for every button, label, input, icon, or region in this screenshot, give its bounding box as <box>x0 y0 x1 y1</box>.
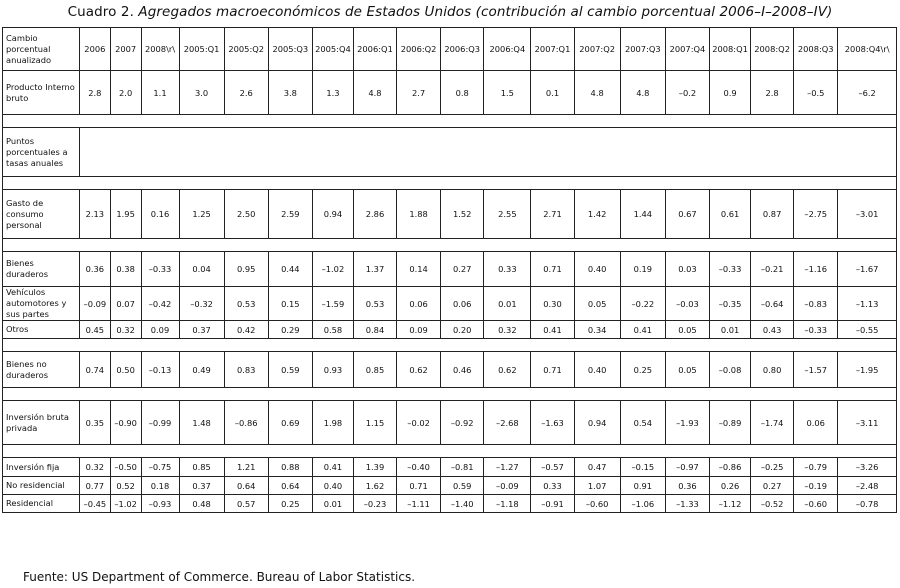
table-cell: 0.41 <box>312 458 353 477</box>
column-header: 2008:Q3 <box>794 28 838 71</box>
table-cell: –0.21 <box>751 252 794 287</box>
table-cell: 2.13 <box>79 190 110 239</box>
table-cell: 1.42 <box>574 190 620 239</box>
table-cell: –0.83 <box>794 287 838 321</box>
table-cell: –0.50 <box>110 458 141 477</box>
table-cell: –1.95 <box>838 352 897 388</box>
row-label: Bienes duraderos <box>3 252 80 287</box>
table-cell: 0.49 <box>179 352 224 388</box>
spacer-row <box>3 115 897 128</box>
table-cell: 2.7 <box>397 71 441 115</box>
table-cell: –1.27 <box>484 458 531 477</box>
table-cell: 0.80 <box>751 352 794 388</box>
table-cell: 0.38 <box>110 252 141 287</box>
column-header: 2005:Q3 <box>268 28 312 71</box>
table-cell: 1.15 <box>353 401 396 445</box>
table-cell: 1.5 <box>484 71 531 115</box>
table-cell: –0.03 <box>665 287 709 321</box>
spacer-cell <box>3 239 897 252</box>
table-cell: 0.01 <box>710 321 751 339</box>
table-cell: –0.15 <box>620 458 665 477</box>
table-cell: –1.63 <box>531 401 574 445</box>
table-cell: –0.57 <box>531 458 574 477</box>
table-cell: 2.6 <box>224 71 268 115</box>
table-cell: –0.86 <box>224 401 268 445</box>
row-label: Bienes no duraderos <box>3 352 80 388</box>
table-cell: –0.86 <box>710 458 751 477</box>
column-header: 2006 <box>79 28 110 71</box>
table-cell: –0.5 <box>794 71 838 115</box>
table-cell: 0.94 <box>574 401 620 445</box>
table-cell: 0.59 <box>441 477 484 495</box>
table-cell: 4.8 <box>574 71 620 115</box>
table-cell: –2.68 <box>484 401 531 445</box>
table-cell: 1.39 <box>353 458 396 477</box>
table-cell: –0.09 <box>79 287 110 321</box>
table-cell: 0.27 <box>751 477 794 495</box>
table-cell: –0.35 <box>710 287 751 321</box>
table-cell: 0.94 <box>312 190 353 239</box>
macro-table <box>2 27 897 513</box>
spacer-row <box>3 339 897 352</box>
table-cell: –1.16 <box>794 252 838 287</box>
table-cell: 0.29 <box>268 321 312 339</box>
table-cell: 0.47 <box>574 458 620 477</box>
table-row <box>3 287 897 321</box>
table-cell: 2.71 <box>531 190 574 239</box>
table-cell: 0.53 <box>224 287 268 321</box>
table-cell: 0.50 <box>110 352 141 388</box>
table-cell: 1.07 <box>574 477 620 495</box>
table-cell: 0.01 <box>312 495 353 513</box>
table-cell: –0.79 <box>794 458 838 477</box>
table-cell: 0.32 <box>484 321 531 339</box>
table-cell: –1.12 <box>710 495 751 513</box>
column-header: 2007:Q4 <box>665 28 709 71</box>
table-cell: 1.98 <box>312 401 353 445</box>
table-cell: 0.26 <box>710 477 751 495</box>
column-header: 2008\r\ <box>141 28 179 71</box>
column-header: 2007:Q1 <box>531 28 574 71</box>
column-header: 2005:Q4 <box>312 28 353 71</box>
table-row <box>3 352 897 388</box>
table-cell: 0.40 <box>574 252 620 287</box>
table-cell: 0.33 <box>484 252 531 287</box>
spacer-cell <box>3 177 897 190</box>
table-cell: 0.57 <box>224 495 268 513</box>
table-cell: –0.91 <box>531 495 574 513</box>
table-cell: 0.25 <box>268 495 312 513</box>
row-label: Vehículos automotores y sus partes <box>3 287 80 321</box>
row-label: Inversión bruta privada <box>3 401 80 445</box>
table-cell: –1.59 <box>312 287 353 321</box>
table-cell: –1.13 <box>838 287 897 321</box>
table-cell: –1.74 <box>751 401 794 445</box>
table-cell: 0.67 <box>665 190 709 239</box>
table-cell: 0.30 <box>531 287 574 321</box>
table-cell: –1.93 <box>665 401 709 445</box>
column-header: 2008:Q4\r\ <box>838 28 897 71</box>
table-cell: –0.42 <box>141 287 179 321</box>
table-cell: 2.55 <box>484 190 531 239</box>
table-cell: 0.84 <box>353 321 396 339</box>
table-cell: 2.0 <box>110 71 141 115</box>
table-cell: –0.33 <box>794 321 838 339</box>
table-cell: 0.95 <box>224 252 268 287</box>
table-cell: –0.78 <box>838 495 897 513</box>
table-cell: 0.14 <box>397 252 441 287</box>
row-label: No residencial <box>3 477 80 495</box>
table-cell: 0.41 <box>531 321 574 339</box>
header-label: Cambio porcentual anualizado <box>3 28 80 71</box>
table-row <box>3 190 897 239</box>
table-cell: –1.67 <box>838 252 897 287</box>
row-label: Residencial <box>3 495 80 513</box>
table-cell: 0.41 <box>620 321 665 339</box>
table-cell: –0.19 <box>794 477 838 495</box>
table-cell: 0.04 <box>179 252 224 287</box>
spacer-cell <box>3 339 897 352</box>
table-cell: 0.8 <box>441 71 484 115</box>
table-cell: 0.09 <box>397 321 441 339</box>
table-cell: 0.36 <box>79 252 110 287</box>
table-row <box>3 401 897 445</box>
table-row <box>3 458 897 477</box>
column-header: 2006:Q2 <box>397 28 441 71</box>
spacer-row <box>3 177 897 190</box>
table-cell: 1.21 <box>224 458 268 477</box>
title-prefix: Cuadro 2. <box>67 4 139 20</box>
spacer-row <box>3 239 897 252</box>
table-cell: –0.13 <box>141 352 179 388</box>
row-label: Gasto de consumo personal <box>3 190 80 239</box>
table-row <box>3 495 897 513</box>
table-cell: –0.33 <box>710 252 751 287</box>
table-cell: –1.18 <box>484 495 531 513</box>
table-cell: 0.64 <box>268 477 312 495</box>
column-header: 2005:Q1 <box>179 28 224 71</box>
table-cell: 3.0 <box>179 71 224 115</box>
row-label: Producto Interno bruto <box>3 71 80 115</box>
table-cell: –0.09 <box>484 477 531 495</box>
table-cell: 0.20 <box>441 321 484 339</box>
table-cell: 0.52 <box>110 477 141 495</box>
table-cell: –0.60 <box>574 495 620 513</box>
table-cell: –0.2 <box>665 71 709 115</box>
table-cell: –1.02 <box>312 252 353 287</box>
table-cell: –0.23 <box>353 495 396 513</box>
table-cell: –0.25 <box>751 458 794 477</box>
table-cell: 0.85 <box>353 352 396 388</box>
table-cell: 0.42 <box>224 321 268 339</box>
table-cell: 0.33 <box>531 477 574 495</box>
table-cell: –0.45 <box>79 495 110 513</box>
table-cell: 0.05 <box>574 287 620 321</box>
table-cell: 0.62 <box>397 352 441 388</box>
table-cell: –0.75 <box>141 458 179 477</box>
table-cell: –0.97 <box>665 458 709 477</box>
table-cell: –0.08 <box>710 352 751 388</box>
table-cell: 0.46 <box>441 352 484 388</box>
table-cell: –0.52 <box>751 495 794 513</box>
table-cell: –1.06 <box>620 495 665 513</box>
table-cell: 0.61 <box>710 190 751 239</box>
row-label: Inversión fija <box>3 458 80 477</box>
table-cell: 1.1 <box>141 71 179 115</box>
column-header: 2007:Q2 <box>574 28 620 71</box>
column-header: 2006:Q1 <box>353 28 396 71</box>
table-cell: 3.8 <box>268 71 312 115</box>
table-cell: 1.37 <box>353 252 396 287</box>
table-row <box>3 321 897 339</box>
column-header: 2008:Q2 <box>751 28 794 71</box>
table-cell: 0.43 <box>751 321 794 339</box>
table-cell: 2.8 <box>751 71 794 115</box>
table-cell: 0.87 <box>751 190 794 239</box>
table-cell: 0.03 <box>665 252 709 287</box>
table-cell: –0.81 <box>441 458 484 477</box>
table-cell: 2.59 <box>268 190 312 239</box>
table-cell: –6.2 <box>838 71 897 115</box>
table-cell: 0.71 <box>531 352 574 388</box>
table-cell: –3.26 <box>838 458 897 477</box>
table-cell: –0.33 <box>141 252 179 287</box>
table-cell: 0.77 <box>79 477 110 495</box>
spacer-row <box>3 388 897 401</box>
table-cell: 0.18 <box>141 477 179 495</box>
table-cell: 1.62 <box>353 477 396 495</box>
spacer-cell <box>3 388 897 401</box>
row-label: Otros <box>3 321 80 339</box>
table-cell: –1.40 <box>441 495 484 513</box>
table-cell: 0.27 <box>441 252 484 287</box>
table-body <box>3 28 897 513</box>
table-cell: 0.05 <box>665 352 709 388</box>
table-cell: –0.22 <box>620 287 665 321</box>
spacer-cell <box>3 445 897 458</box>
table-cell: 0.06 <box>441 287 484 321</box>
table-cell: –1.11 <box>397 495 441 513</box>
table-cell: 0.40 <box>312 477 353 495</box>
table-cell: 0.59 <box>268 352 312 388</box>
table-cell: 4.8 <box>353 71 396 115</box>
table-cell: 0.34 <box>574 321 620 339</box>
table-cell: 0.85 <box>179 458 224 477</box>
table-cell: 0.58 <box>312 321 353 339</box>
table-cell: –1.33 <box>665 495 709 513</box>
section-blank <box>79 128 896 177</box>
table-cell: 0.37 <box>179 477 224 495</box>
table-cell: –3.11 <box>838 401 897 445</box>
table-cell: –1.02 <box>110 495 141 513</box>
table-cell: 0.09 <box>141 321 179 339</box>
table-title <box>0 4 900 20</box>
table-cell: 0.40 <box>574 352 620 388</box>
table-cell: 0.48 <box>179 495 224 513</box>
table-cell: –2.75 <box>794 190 838 239</box>
table-cell: –0.64 <box>751 287 794 321</box>
table-cell: 0.37 <box>179 321 224 339</box>
source-note: Fuente: US Department of Commerce. Bureau of Labor Statistics. <box>23 570 416 584</box>
table-cell: 0.15 <box>268 287 312 321</box>
column-header: 2008:Q1 <box>710 28 751 71</box>
table-cell: 0.06 <box>794 401 838 445</box>
table-cell: –0.32 <box>179 287 224 321</box>
table-cell: 1.25 <box>179 190 224 239</box>
table-cell: 0.91 <box>620 477 665 495</box>
table-cell: –0.92 <box>441 401 484 445</box>
table-cell: 0.01 <box>484 287 531 321</box>
table-cell: 1.52 <box>441 190 484 239</box>
table-cell: –0.60 <box>794 495 838 513</box>
table-cell: –0.90 <box>110 401 141 445</box>
table-cell: –0.02 <box>397 401 441 445</box>
table-cell: 0.25 <box>620 352 665 388</box>
title-text: Agregados macroeconómicos de Estados Unidos (contribución al cambio porcentual 2006–I–2008–IV) <box>138 4 833 20</box>
spacer-cell <box>3 115 897 128</box>
table-cell: 0.74 <box>79 352 110 388</box>
table-cell: 0.45 <box>79 321 110 339</box>
table-cell: 1.48 <box>179 401 224 445</box>
table-cell: 0.32 <box>79 458 110 477</box>
table-cell: 0.32 <box>110 321 141 339</box>
column-header: 2006:Q3 <box>441 28 484 71</box>
table-cell: 0.36 <box>665 477 709 495</box>
table-cell: –0.99 <box>141 401 179 445</box>
table-cell: 0.93 <box>312 352 353 388</box>
column-header: 2005:Q2 <box>224 28 268 71</box>
table-cell: 0.07 <box>110 287 141 321</box>
table-cell: 0.9 <box>710 71 751 115</box>
table-cell: –3.01 <box>838 190 897 239</box>
table-cell: 0.88 <box>268 458 312 477</box>
column-header: 2006:Q4 <box>484 28 531 71</box>
table-cell: 0.35 <box>79 401 110 445</box>
table-cell: 1.44 <box>620 190 665 239</box>
table-cell: 0.64 <box>224 477 268 495</box>
table-cell: 0.62 <box>484 352 531 388</box>
table-cell: 4.8 <box>620 71 665 115</box>
table-cell: 0.53 <box>353 287 396 321</box>
table-cell: –2.48 <box>838 477 897 495</box>
table-cell: 0.83 <box>224 352 268 388</box>
table-cell: –1.57 <box>794 352 838 388</box>
table-row <box>3 71 897 115</box>
table-cell: 0.71 <box>397 477 441 495</box>
table-cell: 2.50 <box>224 190 268 239</box>
spacer-row <box>3 445 897 458</box>
table-cell: 0.44 <box>268 252 312 287</box>
column-header: 2007:Q3 <box>620 28 665 71</box>
table-cell: 2.86 <box>353 190 396 239</box>
table-cell: 0.1 <box>531 71 574 115</box>
table-cell: 1.88 <box>397 190 441 239</box>
table-cell: 0.05 <box>665 321 709 339</box>
table-cell: –0.89 <box>710 401 751 445</box>
table-cell: 2.8 <box>79 71 110 115</box>
section-row <box>3 128 897 177</box>
table-row <box>3 477 897 495</box>
table-cell: –0.55 <box>838 321 897 339</box>
table-cell: 0.71 <box>531 252 574 287</box>
table-cell: –0.93 <box>141 495 179 513</box>
table-cell: 0.19 <box>620 252 665 287</box>
table-cell: 0.16 <box>141 190 179 239</box>
section-label: Puntos porcentuales a tasas anuales <box>3 128 80 177</box>
header-row <box>3 28 897 71</box>
table-cell: 0.06 <box>397 287 441 321</box>
table-cell: 0.54 <box>620 401 665 445</box>
column-header: 2007 <box>110 28 141 71</box>
table-cell: 1.95 <box>110 190 141 239</box>
table-cell: 1.3 <box>312 71 353 115</box>
table-cell: 0.69 <box>268 401 312 445</box>
table-cell: –0.40 <box>397 458 441 477</box>
table-row <box>3 252 897 287</box>
